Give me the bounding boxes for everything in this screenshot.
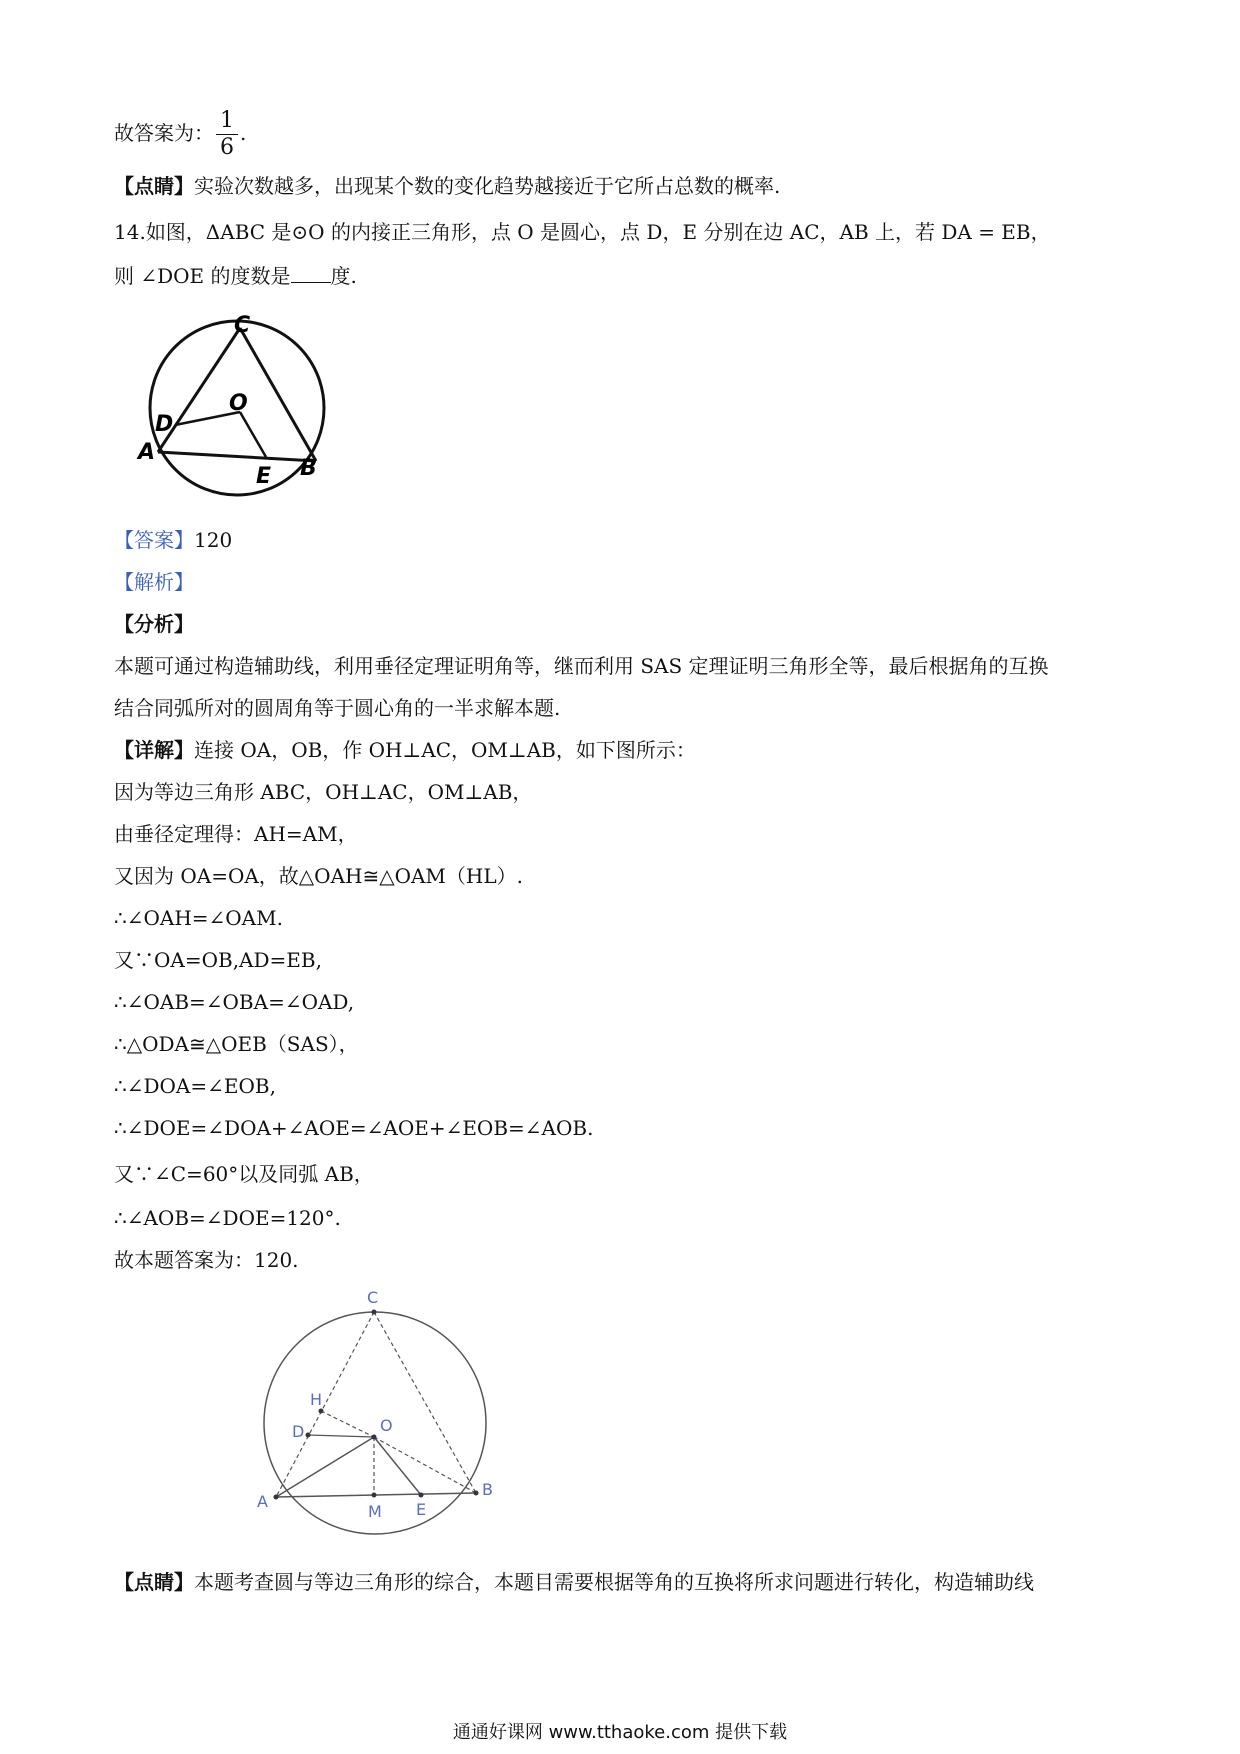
label-b-2: B <box>482 1480 493 1499</box>
question-text-2a: 则 ∠DOE 的度数是 <box>114 264 291 288</box>
detail-tag: 【详解】 <box>114 738 194 762</box>
detail-text-1: 连接 OA，OB，作 OH⊥AC，OM⊥AB，如下图所示： <box>194 738 696 762</box>
answer-blank <box>291 262 331 283</box>
question-14-line2 <box>114 262 357 290</box>
point-h <box>319 1409 324 1414</box>
point-o <box>372 1435 377 1440</box>
answer-tag: 【答案】 <box>114 528 194 552</box>
label-e: E <box>256 464 272 489</box>
tip2-tag: 【点睛】 <box>114 1570 194 1594</box>
analysis-tag: 【解析】 <box>114 570 194 594</box>
tip-text: 实验次数越多，出现某个数的变化趋势越接近于它所占总数的概率. <box>194 174 781 198</box>
fenxi-tag-text: 【分析】 <box>114 612 194 636</box>
detail-line5: ∴∠OAH=∠OAM. <box>114 906 283 930</box>
point-d <box>306 1433 311 1438</box>
tip2-text: 本题考查圆与等边三角形的综合，本题目需要根据等角的互换将所求问题进行转化，构造辅助线 <box>194 1570 1034 1594</box>
prev-tip-line <box>114 172 780 200</box>
answer-value: 120 <box>194 528 233 552</box>
figure-1 <box>130 305 350 505</box>
segment-oe <box>240 412 266 457</box>
point-c <box>372 1310 377 1315</box>
side-ca-2 <box>276 1312 374 1497</box>
segment-oe-2 <box>374 1437 421 1495</box>
fraction-numerator: 1 <box>216 108 238 135</box>
label-e-2: E <box>416 1500 427 1519</box>
label-c: C <box>234 313 251 338</box>
tip2-line <box>114 1568 1034 1596</box>
prev-answer-suffix: . <box>240 121 247 145</box>
question-text: 如图，ΔABC 是⊙O 的内接正三角形，点 O 是圆心，点 D，E 分别在边 AC，AB 上，若 DA = EB， <box>145 220 1051 244</box>
question-number: 14. <box>114 220 146 244</box>
point-b <box>474 1491 479 1496</box>
label-b: B <box>300 456 317 481</box>
label-d: D <box>155 412 174 437</box>
side-cb-2 <box>374 1312 476 1493</box>
point-a <box>274 1495 279 1500</box>
figure-2 <box>240 1285 530 1540</box>
prev-answer-line <box>114 108 246 161</box>
detail-line2: 因为等边三角形 ABC，OH⊥AC，OM⊥AB， <box>114 780 533 804</box>
fraction-denominator: 6 <box>220 135 234 160</box>
question-14-line1 <box>114 218 1051 246</box>
footer: 通通好课网 www.tthaoke.com 提供下载 <box>452 1722 788 1743</box>
fenxi-tag <box>114 610 194 638</box>
detail-line10: ∴∠DOE=∠DOA+∠AOE=∠AOE+∠EOB=∠AOB. <box>114 1116 594 1140</box>
detail-line3: 由垂径定理得：AH=AM， <box>114 822 358 846</box>
point-e <box>419 1493 424 1498</box>
side-ab <box>158 452 316 461</box>
question-text-2b: 度. <box>330 264 357 288</box>
fraction <box>216 108 238 161</box>
detail-line7: ∴∠OAB=∠OBA=∠OAD, <box>114 990 355 1014</box>
answer-line <box>114 526 232 554</box>
detail-line4: 又因为 OA=OA，故△OAH≅△OAM（HL）. <box>114 864 523 888</box>
label-a: A <box>138 440 156 465</box>
detail-line9: ∴∠DOA=∠EOB, <box>114 1074 276 1098</box>
label-o: O <box>229 391 248 416</box>
label-a-2: A <box>257 1492 268 1511</box>
segment-oa <box>276 1437 374 1497</box>
side-cb <box>240 328 316 461</box>
detail-line12: ∴∠AOB=∠DOE=120°. <box>114 1206 341 1230</box>
label-c-2: C <box>367 1288 379 1307</box>
label-m: M <box>368 1502 382 1521</box>
label-h: H <box>310 1390 323 1409</box>
detail-line6: 又∵OA=OB,AD=EB, <box>114 948 322 972</box>
segment-oh <box>321 1411 374 1437</box>
detail-line13: 故本题答案为：120. <box>114 1248 299 1272</box>
segment-od-2 <box>308 1435 374 1437</box>
tip-tag: 【点睛】 <box>114 174 194 198</box>
detail-line8: ∴△ODA≅△OEB（SAS）， <box>114 1032 359 1056</box>
point-m <box>372 1493 377 1498</box>
fenxi-line1: 本题可通过构造辅助线，利用垂径定理证明角等，继而利用 SAS 定理证明三角形全等，最后根据角的互换 <box>114 654 1049 678</box>
prev-answer-prefix: 故答案为： <box>114 121 214 145</box>
detail-line1 <box>114 736 696 764</box>
detail-line11: 又∵∠C=60°以及同弧 AB， <box>114 1162 374 1186</box>
label-d-2: D <box>292 1422 305 1441</box>
fenxi-line2: 结合同弧所对的圆周角等于圆心角的一半求解本题. <box>114 696 561 720</box>
label-o-2: O <box>380 1416 393 1435</box>
